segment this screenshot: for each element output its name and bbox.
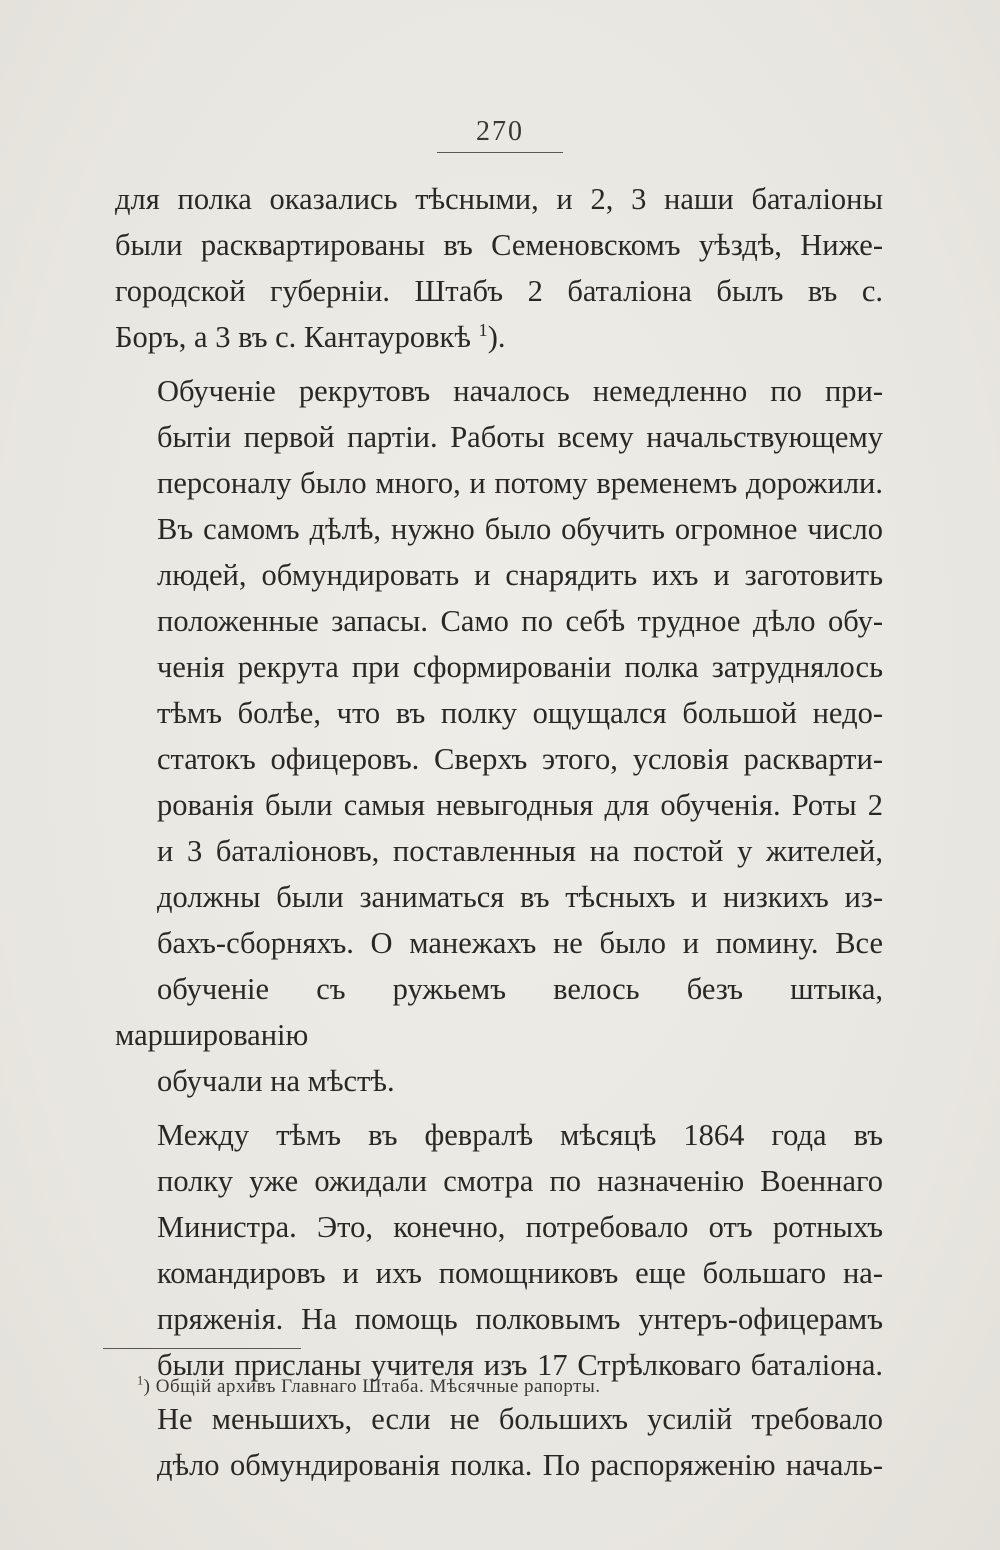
text-line: [115, 314, 883, 360]
footnote-marker: 1: [137, 1373, 144, 1388]
text-line: городской губерніи. Штабъ 2 баталіона былъ въ с.: [115, 274, 883, 308]
text-line: должны были заниматься въ тѣсныхъ и низкихъ из-: [157, 880, 883, 914]
text-line: Въ самомъ дѣлѣ, нужно было обучить огромное число: [157, 512, 883, 546]
footnote: [137, 1373, 601, 1398]
header-rule: [437, 152, 563, 153]
paragraph: [115, 1396, 883, 1488]
text-line: для полка оказались тѣсными, и 2, 3 наши баталіоны: [115, 182, 883, 216]
text-line: Обученіе рекрутовъ началось немедленно по при-: [157, 374, 883, 408]
text-line: бытіи первой партіи. Работы всему начальствующему: [157, 420, 883, 454]
footnote-rule: [103, 1348, 301, 1349]
paragraph: [115, 1112, 883, 1388]
text-line: командировъ и ихъ помощниковъ еще большаго на-: [157, 1256, 883, 1290]
text-line: рованія были самыя невыгодныя для обученія. Роты 2: [157, 788, 883, 822]
text-line: положенные запасы. Само по себѣ трудное дѣло обу-: [157, 604, 883, 638]
text-line: ченія рекрута при сформированіи полка затруднялось: [157, 650, 883, 684]
text-line: обученіе съ ружьемъ велось безъ штыка, маршированію: [115, 972, 883, 1052]
text-line: Министра. Это, конечно, потребовало отъ ротныхъ: [157, 1210, 883, 1244]
text-line: тѣмъ болѣе, что въ полку ощущался большой недо-: [157, 696, 883, 730]
text-line: людей, обмундировать и снарядить ихъ и заготовить: [157, 558, 883, 592]
page-number: 270: [476, 116, 524, 147]
body-text: [115, 176, 883, 1496]
text-line-content: Боръ, а 3 въ с. Кантауровкѣ: [115, 320, 471, 354]
text-line: были расквартированы въ Семеновскомъ уѣздѣ, Ниже-: [115, 228, 883, 262]
text-line-tail: ).: [487, 320, 506, 354]
text-line: пряженія. На помощь полковымъ унтеръ-офицерамъ: [157, 1302, 883, 1336]
footnote-text: ) Общій архивъ Главнаго Штаба. Мѣсячные рапорты.: [143, 1376, 601, 1397]
text-line: и 3 баталіоновъ, поставленныя на постой у жителей,: [157, 834, 883, 868]
text-line: статокъ офицеровъ. Сверхъ этого, условія раскварти-: [157, 742, 883, 776]
text-line: [115, 1058, 883, 1104]
paragraph: [115, 176, 883, 360]
text-line: дѣло обмундированія полка. По распоряженію началь-: [157, 1448, 883, 1482]
paragraph: [115, 368, 883, 1104]
text-line: полку уже ожидали смотра по назначенію Военнаго: [157, 1164, 883, 1198]
text-line: Между тѣмъ въ февралѣ мѣсяцѣ 1864 года въ: [157, 1118, 883, 1152]
text-line-content: были присланы учителя изъ 17 Стрѣлковаго баталіона.: [157, 1348, 883, 1382]
text-line: бахъ-сборняхъ. О манежахъ не было и помину. Все: [157, 926, 883, 960]
text-line: Не меньшихъ, если не большихъ усилій требовало: [157, 1402, 883, 1436]
text-line-content: обучали на мѣстѣ.: [157, 1064, 395, 1098]
footnote-reference: 1: [478, 319, 488, 340]
text-line: персоналу было много, и потому временемъ дорожили.: [157, 466, 883, 500]
